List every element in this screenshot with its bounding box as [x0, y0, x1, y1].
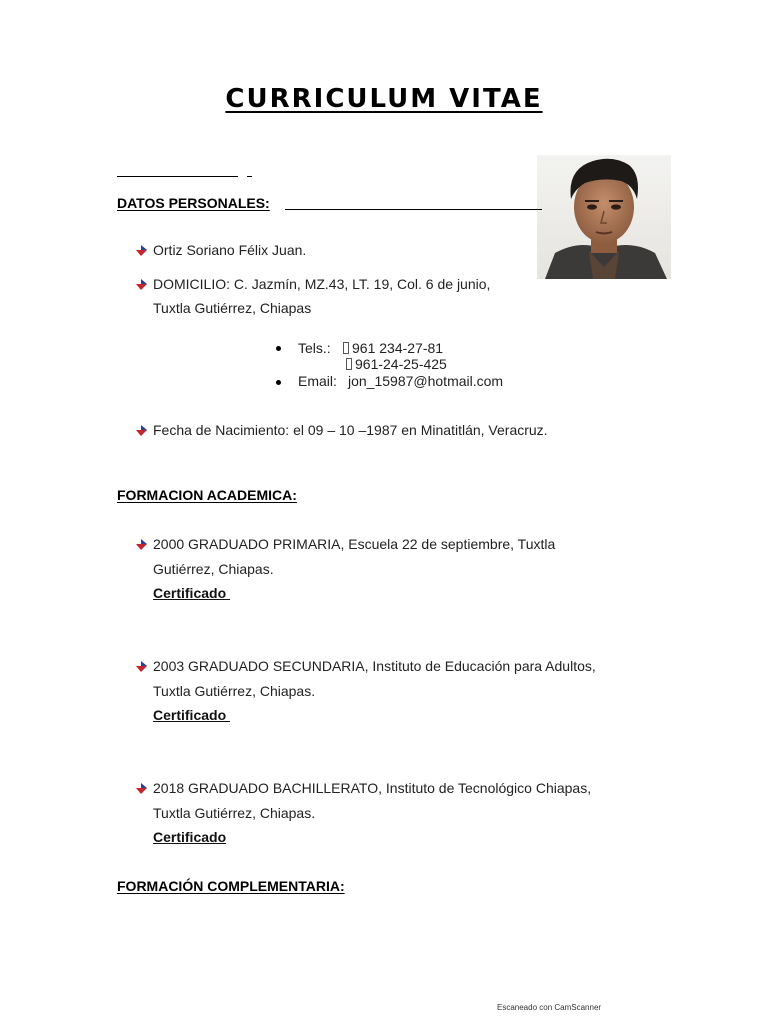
phone-1 [343, 340, 443, 356]
arrow-bullet-icon [136, 783, 147, 794]
email-label: Email: [298, 373, 337, 389]
arrow-bullet-icon [136, 539, 147, 550]
certificate-label: Certificado [153, 585, 231, 601]
section-heading-rule [285, 209, 542, 210]
phone-2-value: 961-24-25-425 [355, 356, 447, 372]
arrow-bullet-icon [136, 279, 147, 290]
section-heading-academic: FORMACION ACADEMICA: [117, 487, 297, 503]
academic-entry-line-2: Tuxtla Gutiérrez, Chiapas. [153, 683, 316, 699]
email-value[interactable]: jon_15987@hotmail.com [348, 373, 504, 389]
scanner-watermark: Escaneado con CamScanner [497, 1003, 602, 1012]
address-line-2: Tuxtla Gutiérrez, Chiapas [153, 300, 312, 316]
phones-label: Tels.: [298, 340, 331, 356]
dot-bullet-icon [276, 380, 281, 385]
phone-1-value: 961 234-27-81 [352, 340, 444, 356]
profile-photo [537, 155, 671, 279]
phone-glyph-icon [346, 358, 352, 370]
section-heading-complementary: FORMACIÓN COMPLEMENTARIA: [117, 878, 345, 894]
academic-entry-line-1: 2000 GRADUADO PRIMARIA, Escuela 22 de septiembre, Tuxtla [153, 536, 556, 552]
academic-entry-line-2: Tuxtla Gutiérrez, Chiapas. [153, 805, 316, 821]
certificate-label: Certificado [153, 707, 231, 723]
phone-glyph-icon [343, 342, 349, 354]
dot-bullet-icon [276, 346, 281, 351]
page-title: CURRICULUM VITAE [225, 84, 543, 114]
arrow-bullet-icon [136, 245, 147, 256]
arrow-bullet-icon [136, 661, 147, 672]
academic-entry-line-1: 2003 GRADUADO SECUNDARIA, Instituto de Educación para Adultos, [153, 658, 596, 674]
academic-entry-line-2: Gutiérrez, Chiapas. [153, 561, 274, 577]
arrow-bullet-icon [136, 425, 147, 436]
address-line-1: DOMICILIO: C. Jazmín, MZ.43, LT. 19, Col. 6 de junio, [153, 276, 491, 292]
top-divider-dash [247, 176, 252, 177]
birth-info: Fecha de Nacimiento: el 09 – 10 –1987 en Minatitlán, Veracruz. [153, 422, 548, 438]
top-divider-line [117, 176, 238, 177]
section-heading-personal: DATOS PERSONALES: [117, 195, 270, 211]
personal-name: Ortiz Soriano Félix Juan. [153, 242, 307, 258]
certificate-label: Certificado [153, 829, 227, 845]
phone-2 [346, 356, 447, 372]
academic-entry-line-1: 2018 GRADUADO BACHILLERATO, Instituto de Tecnológico Chiapas, [153, 780, 592, 796]
